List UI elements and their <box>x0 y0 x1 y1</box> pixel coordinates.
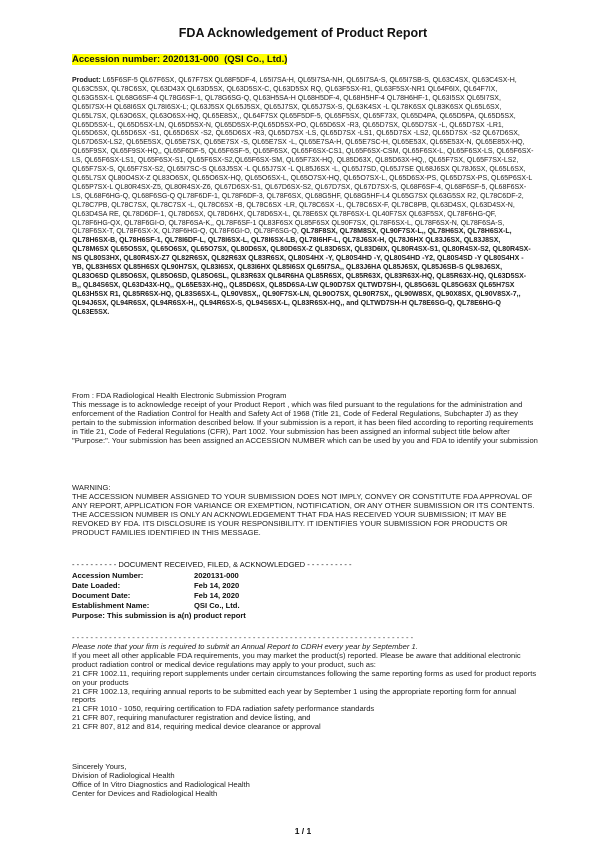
notes-section <box>72 643 538 732</box>
field-label: Document Date: <box>72 591 131 600</box>
field-label: Establishment Name: <box>72 601 150 610</box>
field-label: Accession Number: <box>72 571 144 580</box>
field-value: QSI Co., Ltd. <box>194 601 240 610</box>
field-row <box>72 601 246 611</box>
dashed-separator: - - - - - - - - - - - - - - - - - - - - - - - - - - - - - - - - - - - - - - - - - - - - - - - - - - - - - - - - - - - - - - - - - - - - - - - - - - <box>72 633 414 642</box>
signature-line: Division of Radiological Health <box>72 770 175 780</box>
accession-header <box>72 54 287 65</box>
field-value: Feb 14, 2020 <box>194 591 240 600</box>
warning-section <box>72 484 538 537</box>
note-line: 21 CFR 1010 - 1050, requiring certification to FDA radiation safety performance standards <box>72 704 375 714</box>
purpose-text: Purpose: This submission is a(n) product report <box>72 611 246 620</box>
note-line: 21 CFR 1002.13, requiring annual reports to be submitted each year by September 1 using the appropriate reporting form for annual reports <box>72 686 517 705</box>
submission-fields <box>72 571 246 621</box>
field-value: Feb 14, 2020 <box>194 581 240 590</box>
note-line: 21 CFR 807, 812 and 814, requiring medical device clearance or approval <box>72 722 321 732</box>
page-title: FDA Acknowledgement of Product Report <box>178 26 428 40</box>
annual-report-note: Please note that your firm is required to submit an Annual Report to CDRH every year by September 1. <box>72 642 418 651</box>
signature-line: Center for Devices and Radiological Health <box>72 788 218 798</box>
from-line: From : FDA Radiological Health Electronic Submission Program <box>72 391 287 400</box>
field-value: 2020131-000 <box>194 571 239 580</box>
warning-heading: WARNING: <box>72 483 111 492</box>
product-models: L65F6SF-5 QL67F6SX, QL67F7SX QL68F5DF-4, L65I7SA-H, QL65I7SA-NH, QL65I7SA-S, QL65I7SB-S, QL63C4SX, QL63C4SX-H, QL63C5SX, QL78C6SX, QL63D43X QL63D5SX, QL63D5SX-C, QL63D5SX RQ, QL63F5SX-R1, QL63F5SX-NR1 QL64F6IX, QL64F7IX, QL63G5SX-L QL68G6SF-4 QL78G6SF-1, QL78G6SG-Q, QL63H5SA-H QL68H5DF-4, QL68H5HF-4 QL78H6HF-1, QL63I5SX QL65I7SX, QL65I7SX-H QL68I6SX QL78I6SX-L; QL63J5SX QL65J5SX, QL65J7SX, QL65J7SX-S, QL63K4SX -L QL78K6SX QL83K6SX QL65L6SX, QL65L7SX, QL63O6SX, QL63O6SX-HQ, QL65E8SX,, QL64F7SX QL65F5DF-5, QL65F5SX, QL65F73X, QL65D4PA, QL65D5PA, QL65D5SX, QL65D5SX-L, QL65D5SX-LN, QL65D5SX-N, QL65D5SX-P,QL65D5SX-PO, QL65D6SX -R3, QL65D7SX, QL65D7SX -L, QL65D7SX -LR1, QL65D6SX, QL65D6SX -S1, QL65D6SX -S2, QL65D6SX -R3, QL65D7SX -LS, QL65D7SX -LS1, QL65D7SX -LS2, QL65D7SX -S2 QL67D6SX, QL67D6SX-LS2, QL65E5SX, QL65E7SX, QL65E7SX -S, QL65E7SX -L, QL65E7SA-H, QL65E7SC-H, QL65E53X, QL65E53X-N, QL65E85X-HQ, QL65F9SX, QL65F9SX-HQ,, QL65F6DF-5, QL65F6SF-5, QL65F6SX, QL65F6SX-CS1, QL65F6SX-CSM, QL65F6SX-L, QL65F6SX-LS, QL65F6SX-LS, QL65F6SX-LS1, QL65F6SX-S1, QL65F6SX-S2,QL65F6SX-SM, QL65F73X-HQ, QL85D63X, QL85D63X-HQ,, QL65F7SX, QL65F7SX-LS2, QL65F7SX-S, QL65F7SX-S2, QL65I7SC-S QL63J5SX -L QL65J7SX -L QL85J6SX -L, QL65J7SD, QL65J7SE QL68J6SX QL78J6SX, QL65L6SX, QL65L7SX QL80O4SX-Z QL83O6SX, QL65O6SX-HQ, QL65O6SX-L, QL65O7SX-HQ, QL65O7SX-L, QL65D6SX-PS, QL65D7SX-PS, QL65P6SX-L QL65P7SX-L QL80R4SX-Z5, QL80R4SX-Z6, QL67D6SX-S1, QL67D6SX-S2, QL67D7SX, QL67D7SX-S, QL68F6SF-4, QL68F6SF-5, QL68F6SX-LS, QL68F6HG-Q, QL68F6SG-Q QL78F6DF-1, QL78F6DF-3, QL78F6SX, QL68G5HF, QL68G5HF-L4 QL65G7SX QL63G5SX R2, QL78C6DF-2, QL78C7PB, QL78C7SX, QL78C7SX -L, QL78C6SX -B, QL78C6SX -LR, QL78C6SX -L, QL78C6SX-F, QL78C8PB, QL63D4SX, QL63D4SX-N, QL63D4SA RE, QL78D6DF-1, QL78D6SX, QL78D6HX, QL78D6SX-L, QL78E6SX QL78F6SX-L QL40F7SX QL63F5SX, QL78F6HG-QF, QL78F6HG-QX, QL78F6GI-O, QL78F6SA-K,, QL78F6SF-1 QL83F6SX QL85F6SX QL90F7SX, QL78F6SX-L, QL78F6SX-N, QL78F6SA-S, QL78F6SX-T, QL78F6SX-X, QL78F6HG-Q, QL78F6GI-O, QL78F6SG-Q, <box>72 77 534 236</box>
accession-company: (QSI Co., Ltd.) <box>224 54 288 65</box>
product-label: Product: <box>72 77 101 84</box>
warning-body: THE ACCESSION NUMBER ASSIGNED TO YOUR SUBMISSION DOES NOT IMPLY, CONVEY OR CONSTITUTE FDA APPROVAL OF ANY REPORT, APPLICATION FOR VARIANCE OR EXEMPTION, NOTIFICATION, OR ANY OTHER SUBMISSION OR ITS CONTENTS. THE ACCESSION NUMBER IS ONLY AN ACKNOWLEDGEMENT THAT FDA HAS RECEIVED YOUR SUBMISSION; IT MAY BE REVOKED BY FDA. ITS DISCLOSURE IS YOUR RESPONSIBILITY. IT IDENTIFIES YOUR SUBMISSION FOR PRODUCTS OR PRODUCT FAMILIES IDENTIFIED IN THIS MESSAGE. <box>72 491 535 537</box>
field-row <box>72 581 246 591</box>
signature-line: Sincerely Yours, <box>72 762 127 771</box>
from-body: This message is to acknowledge receipt of your Product Report , which was filed pursuant to the regulations for the administration and enforcement of the Radiation Control for Health and Safety Act of 1968 (Title 21, Code of Federal Regulations, Subchapter J) as they pertain to the submission information described below. If your submission is a report, it has been filed according to reporting requirements in Title 21, Code of Federal Regulations (CFR), Part 1002. Your submission has been assigned an informal subject title below after "Purpose:". Your submission has been assigned an ACCESSION NUMBER which can be used by you and FDA to identify your submission <box>72 399 538 445</box>
signature-block <box>72 763 538 799</box>
field-row <box>72 591 246 601</box>
purpose-row <box>72 611 246 621</box>
note-line: 21 CFR 1002.11, requiring report supplements under certain circumstances following the same reporting forms as used for product reports on your products <box>72 668 537 687</box>
received-divider: - - - - - - - - - - DOCUMENT RECEIVED, FILED, & ACKNOWLEDGED - - - - - - - - - - <box>72 560 352 569</box>
field-label: Date Loaded: <box>72 581 121 590</box>
accession-number: Accession number: 2020131-000 <box>72 54 219 65</box>
page-number: 1 / 1 <box>294 826 312 836</box>
from-section <box>72 392 538 445</box>
signature-line: Office of In Vitro Diagnostics and Radiological Health <box>72 779 250 789</box>
product-models-bold: QL78F8SX, QL78M8SX, QL90F7SX-L,, QL78H6SX, QL78H6SX-L, QL78H6SX-B, QL78H6SF-1, QL78I6DF-L, QL78I6SX-L, QL78I6SX-LB, QL78I6HF-L, QL78J6SX-H, QL78J6HX QL83J6SX, QL83J8SX, QL78M6SX QL65O5SX, QL65O6SX, QL65O7SX, QL80D6SX, QL80D6SX-Z QL83D6SX, QL83D6IX, QL80R4SX-S1, QL80R4SX-S2, QL80R4SX-NS QL80S3HX, QL80R4SX-Z7 QL82R6SX, QL82R63X QL83R6SX, QL80S4HX -Y, QL80S4HD -Y, QL80S4HD -Y2, QL80S4SD -Y QL80S4HX -YB, QL83H6SX QL85H6SX QL90H7SX, QL83I6SX, QL83I6HX QL85I6SX QL65I7SA,, QL83J6HA QL85J6SX, QL85J6SB-S QL98J6SX, QL83O6SD QL85O6SX, QL85O6SD, QL85O6SL, QL83R63X QL84R6HA QL85R6SX, QL85R63X, QL83R63X-HQ, QL85R63X-HQ, QL63D5SX-B,, QL84S6SX, QL63D43X-HQ,, QL65E53X-HQ,, QL85D6SX, QL85D6SA-LW QL90D7SX QLTWD7SH-I, QL85G63L QL85G63X QL65H7SX QL63H5SX R1, QL85R6SX-HQ, QL83S6SX-L, QL90V8SX,, QL90F7SX-LN, QL90O7SX, QL90R7SX,, QL90W8SX, QL90X8SX, QL90V8SX-7,, QL94J6SX, QL94R6SX, QL94R6SX-H,, QL94R6SX-S, QL94S6SX-L, QL83R6SX-HQ,, and QLTWD7SH-H QL78E6SG-Q, QL78E6HG-Q QL63E5SX. <box>72 228 531 316</box>
product-list <box>72 77 534 317</box>
note-line: 21 CFR 807, requiring manufacturer registration and device listing, and <box>72 713 311 723</box>
field-row <box>72 571 246 581</box>
note-line: If you meet all other applicable FDA requirements, you may market the product(s) reported. Please be aware that additional electronic product radiation control or medical device regulations may apply to your product, such as: <box>72 650 521 669</box>
